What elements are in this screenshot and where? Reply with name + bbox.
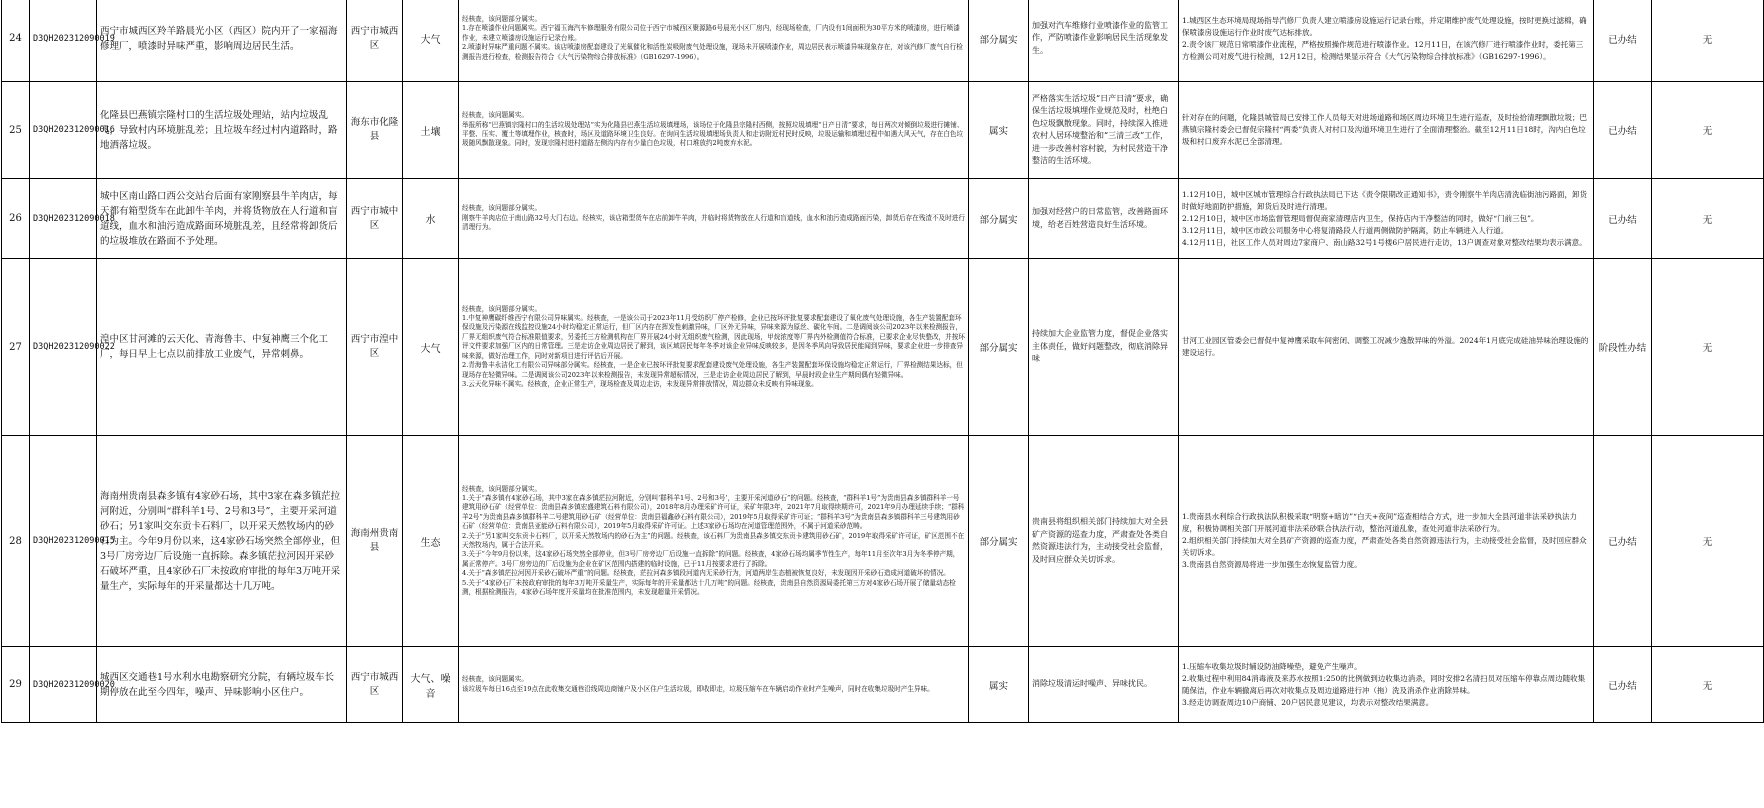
complaint-report-table: [1, 0, 1764, 723]
pollution-type: 水: [403, 179, 459, 259]
rectification-text: 甘河工业园区管委会已督促中复神鹰采取车间密闭、调整工况减少逸散异味的外溢。2024年1月底完成硅油异味治理设施的建设运行。: [1182, 336, 1589, 357]
verification-verdict: 部分属实: [969, 259, 1029, 436]
row-index: 27: [2, 259, 30, 436]
row-index: 28: [2, 436, 30, 647]
investigation-result-text: 经核查，该问题部分属实。 1.中复神鹰碳纤维西宁有限公司异味属实。经核查，一是该公司于2023年11月受纺织厂停产检修，企业已按环评批复要求配套建设了氧化废气处理设施，各生产装置配套环保设施及污染源在线监控设施24小时均稳定正常运行，但厂区内存在挥发性刺激异味，厂区外无异味，异味来源为原丝、碳化车间。二是调阅该公司2023年以来检测报告，厂界无组织废气符合标准限值要求，另委托三方检测机构在厂界开展24小时无组织废气检测，因此现场，甲烷浓度等厂界内外检测值符合标准，已要求企业尽快整改，并按环评文件要求加强厂区内的日常管理。三是走访企业周边居民了解到，该区域居民每年冬季对该企业异味反映较多，是因冬季风向导致居民能闻到异味，要求企业进一步排查异味来源，做好治理工作，同时对新项目进行评估后开展。 2.青海鲁丰永洁化工有限公司异味部分属实。经核查，一是企业已按环评批复要求配套建设废气处理设施，各生产装置配套环保设施均稳定正常运行，厂界检测结果达标，但现场存在轻微异味。二是调阅该公司2023年以来检测报告，未发现异常超标情况，三是走访企业周边居民了解到，早晨时段企业生产期间偶有轻微异味。 3.云天化异味不属实。经核查，企业正常生产，现场检查及周边走访，未发现异常排放情况，周边群众未反映有异味现象。: [462, 304, 965, 388]
accountability: 无: [1652, 0, 1764, 82]
pollution-type: 土壤: [403, 82, 459, 179]
rectification-status: [1179, 259, 1594, 436]
handling-measure: 贵南县将组织相关部门持续加大对全县矿产资源的巡查力度，严肃查处各类自然资源违法行为，主动接受社会监督，及时回应群众关切诉求。: [1029, 436, 1179, 647]
administrative-area: 海东市化隆县: [347, 82, 403, 179]
verification-verdict: 属实: [969, 647, 1029, 723]
handling-measure: 持续加大企业监管力度，督促企业落实主体责任，做好问题整改，彻底消除异味: [1029, 259, 1179, 436]
handling-measure: 加强对经营户的日常监管，改善路面环境，给老百姓营造良好生活环境。: [1029, 179, 1179, 259]
accountability: 无: [1652, 179, 1764, 259]
pollution-type: 生态: [403, 436, 459, 647]
table-row: [2, 259, 1764, 436]
complaint-description: 化隆县巴燕镇宗隆村口的生活垃圾处理站，站内垃圾乱飞，导致村内环境脏乱差；且垃圾车经过村内道路时，路地洒落垃圾。: [97, 82, 347, 179]
complaint-code: D3QH202312090022: [30, 259, 97, 436]
row-index: 29: [2, 647, 30, 723]
administrative-area: 西宁市湟中区: [347, 259, 403, 436]
administrative-area: 西宁市城西区: [347, 0, 403, 82]
investigation-result: [459, 436, 969, 647]
complaint-description: 城西区交通巷1号水利水电勘察研究分院，有辆垃圾车长期停放在此至今四年，噪声、异味影响小区住户。: [97, 647, 347, 723]
complaint-code: D3QH202312090015: [30, 436, 97, 647]
completion-status: 阶段性办结: [1594, 259, 1652, 436]
table-row: [2, 179, 1764, 259]
completion-status: 已办结: [1594, 647, 1652, 723]
pollution-type: 大气、噪音: [403, 647, 459, 723]
complaint-description: 海南州贵南县森多镇有4家砂石场，其中3家在森多镇茫拉河附近，分别叫“群科羊1号、2号和3号”，主要开采河道砂石；另1家叫交东贡卡石料厂，以开采天然牧场内的砂石为主。今年9月份以来，这4家砂石场突然全部停业，但3号厂房旁边厂后设施一直拆除。森多镇茫拉河因开采砂石破坏严重，且4家砂石厂未按政府审批的每年3万吨开采量生产，实际每年的开采量都达十几万吨。: [97, 436, 347, 647]
complaint-code: D3QH202312090020: [30, 647, 97, 723]
rectification-text: 针对存在的问题，化隆县城管局已安排工作人员每天对进场道路和场区周边环境卫生进行巡查，及时捡拾清理飘散垃圾；巴燕镇宗隆村委会已督促宗隆村“两委”负责人对村口及沟道环境卫生进行了全面清理整治。截至12月11日18时，沟内白色垃圾和村口废弃水泥已全部清理。: [1182, 113, 1587, 146]
investigation-result-text: 经核查，该问题部分属实。 刚察牛羊肉店位于南山路32号大门右边。经核实，该店箱型货车在店前卸牛羊肉，并临时将货物放在人行道和盲道线，血水和油污造成路面污染，卸货后存在残渣不及时进行清理行为。: [462, 204, 965, 232]
row-index: 26: [2, 179, 30, 259]
investigation-result: [459, 259, 969, 436]
rectification-text: 1.贵南县水利综合行政执法队积极采取“明察+暗访”“白天+夜间”巡查相结合方式，进一步加大全县河道非法采砂执法力度，积极协调相关部门开展河道非法采砂联合执法行动，整治河道乱象，查处河道非法采砂行为。 2.组织相关部门持续加大对全县矿产资源的巡查力度，严肃查处各类自然资源违法行为，主动接受社会监督，及时回应群众关切诉求。 3.贵南县自然资源局将进一步加强生态恢复监管力度。: [1182, 512, 1587, 569]
accountability: 无: [1652, 647, 1764, 723]
completion-status: 已办结: [1594, 436, 1652, 647]
accountability: 无: [1652, 259, 1764, 436]
complaint-code: D3QH202312090018: [30, 179, 97, 259]
investigation-result: [459, 179, 969, 259]
rectification-status: [1179, 647, 1594, 723]
investigation-result: [459, 82, 969, 179]
rectification-text: 1.城西区生态环境局现场指导汽修厂负责人建立喷漆房设施运行记录台账，并定期维护废气处理设施，按时更换过滤棉，确保喷漆房设施运行作业时废气达标排放。 2.责令该厂规范日常喷漆作业流程，严格按照操作规范进行喷漆作业。12月11日，在该汽修厂进行喷漆作业时，委托第三方检测公司对废气进行检测，12月12日，检测结果显示符合《大气污染物综合排放标准》（GB16297-1996）。: [1182, 15, 1587, 61]
investigation-result-text: 经核查，该问题部分属实。 1.存在喷漆作业问题属实。西宁福玉海汽车修理服务有限公司位于西宁市城西区聚源路6号晨光小区厂房内，经现场检查，厂内设有1间面积为30平方米的喷漆房，进行喷漆作业，未建立喷漆房设施运行记录台账。 2.喷漆时异味严重问题不属实。该店喷漆房配套建设了光氧催化和活性炭吸附废气处理设施，现场未开展喷漆作业，周边居民表示喷漆异味现象存在，对该汽修厂废气自行检测报告进行检查，检测报告符合《大气污染物综合排放标准》（GB16297-1996）。: [462, 14, 963, 61]
pollution-type: 大气: [403, 0, 459, 82]
verification-verdict: 部分属实: [969, 436, 1029, 647]
completion-status: 已办结: [1594, 0, 1652, 82]
rectification-text: 1.压缩车收集垃圾时辅设防油降噪垫，避免产生噪声。 2.收集过程中利用84消毒液及来苏水按照1:250的比例做到边收集边消杀，同时安排2名清扫员对压缩车停靠点周边随收集随保洁，作业车辆撤离后再次对收集点及周边道路进行冲（拖）洗及消杀作业消除异味。 3.经走访调查周边10户商铺、20户居民意见建议，均表示对整改结果满意。: [1182, 661, 1586, 707]
verification-verdict: 属实: [969, 82, 1029, 179]
rectification-text: 1.12月10日，城中区城市管理综合行政执法局已下达《责令限期改正通知书》，责令刚察牛羊肉店清洗临街油污路面，卸货时做好地面防护措施，卸货后及时进行清理。 2.12月10日，城中区市场监督管理局督促商家清理店内卫生，保持店内干净整洁的同时，做好“门前三包”。 3.12月11日，城中区市政公司服务中心将复清路段人行道两侧做防护隔离，防止车辆进入人行道。 4.12月11日，社区工作人员对周边7家商户、南山路32号1号楼6户居民进行走访，13户调查对象对整改结果均表示满意。: [1182, 189, 1587, 247]
accountability: 无: [1652, 436, 1764, 647]
table-row: [2, 647, 1764, 723]
row-index: 24: [2, 0, 30, 82]
table-row: [2, 82, 1764, 179]
administrative-area: 西宁市城中区: [347, 179, 403, 259]
rectification-status: [1179, 82, 1594, 179]
investigation-result: [459, 0, 969, 82]
handling-measure: 消除垃圾清运时噪声、异味扰民。: [1029, 647, 1179, 723]
rectification-status: [1179, 0, 1594, 82]
complaint-description: 西宁市城西区羚羊路晨光小区（西区）院内开了一家福海修理厂，喷漆时异味严重，影响周边居民生活。: [97, 0, 347, 82]
complaint-code: D3QH202312090019: [30, 0, 97, 82]
completion-status: 已办结: [1594, 82, 1652, 179]
administrative-area: 西宁市城西区: [347, 647, 403, 723]
handling-measure: 严格落实生活垃圾“日产日清”要求，确保生活垃圾填埋作业规范及时，杜绝白色垃圾飘散现象。同时，持续深入推进农村人居环境整治和“三清三改”工作，进一步改善村容村貌，为村民营造干净整洁的生活环境。: [1029, 82, 1179, 179]
table-row: [2, 0, 1764, 82]
investigation-result-text: 经核查，该问题属实。 该垃圾车每日16点至19点在此收集交通巷沿线周边商铺户及小区住户生活垃圾，即收即走，垃圾压缩车在车辆启动作业时产生噪声，同时在收集垃圾时产生异味。: [462, 675, 934, 693]
pollution-type: 大气: [403, 259, 459, 436]
investigation-result-text: 经核查，该问题属实。 举报所称“巴燕镇宗隆村口的生活垃圾处理站”实为化隆县巴燕生活垃圾填埋场，该场位于化隆县宗隆村西侧，按照垃圾填埋“日产日清”要求，每日两次对倾倒垃圾进行摊铺、平整、压实、覆土等填埋作业，核查时，场区及道路环境卫生良好。在询问生活垃圾填埋场负责人和走访附近村民时反映，垃圾运输和填埋过程中如遇大风天气，存在白色垃圾随风飘散现象。同时，发现宗隆村进村道路左侧沟内存有少量白色垃圾，村口堆放约2吨废弃水泥。: [462, 111, 964, 148]
verification-verdict: 部分属实: [969, 179, 1029, 259]
investigation-result-text: 经核查，该问题部分属实。 1.关于“森多镇有4家砂石场，其中3家在森多镇茫拉河附近，分别叫‘群科羊1号、2号和3号’，主要开采河道砂石”的问题。经核查，“群科羊1号”为贵南县森多镇群科羊一号建筑用砂石矿（经营单位：贵南县森多镇宏盛建筑石料有限公司），2018年8月办理采矿许可证，采矿年限3年，2021年7月取得续期许可，2021年9月办理延续手续；“群科羊2号”为贵南县森多镇群科羊二号建筑用砂石矿（经营单位：贵南县福鑫砂石料有限公司），2019年5月取得采矿许可证；“群科羊3号”为贵南县森多镇群科羊三号建筑用砂石矿（经营单位：贵南县亚能砂石料有限公司），2019年5月取得采矿许可证。上述3家砂石场均在河道管理范围外，不属于河道采砂范畴。 2.关于“另1家叫交东贡卡石料厂，以开采天然牧场内的砂石为主”的问题。经核查，该石料厂为贵南县森多镇交东贡卡建筑用砂石矿，2019年取得采矿许可证，矿区范围不在天然牧场内，属于合法开采。 3.关于“今年9月份以来，这4家砂石场突然全部停业，但3号厂房旁边厂后设施一直拆除”的问题。经核查，4家砂石场均属季节性生产，每年11月至次年3月为冬季停产期，属正常停产。3号厂房旁边的厂后设施为企业在矿区范围内搭建的临时设施，已于11月按要求进行了拆除。 4.关于“森多镇茫拉河因开采砂石破坏严重”的问题。经核查，茫拉河森多镇段河道内无采砂行为，河道两岸生态植被恢复良好，未发现因开采砂石造成河道破坏的情况。 5.关于“4家砂石厂未按政府审批的每年3万吨开采量生产，实际每年的开采量都达十几万吨”的问题。经核查，贵南县自然资源局委托第三方对4家砂石场开展了储量动态检测，根据检测报告，4家砂石场年度开采量均在批准范围内，未发现超量开采情况。: [462, 484, 965, 597]
rectification-status: [1179, 436, 1594, 647]
investigation-result: [459, 647, 969, 723]
accountability: 无: [1652, 82, 1764, 179]
completion-status: 已办结: [1594, 179, 1652, 259]
rectification-status: [1179, 179, 1594, 259]
row-index: 25: [2, 82, 30, 179]
handling-measure: 加强对汽车维修行业喷漆作业的监管工作，严防喷漆作业影响居民生活现象发生。: [1029, 0, 1179, 82]
complaint-description: 湟中区甘河滩的云天化、青海鲁丰、中复神鹰三个化工厂，每日早上七点以前排放工业废气，异常刺鼻。: [97, 259, 347, 436]
complaint-description: 城中区南山路口西公交站台后面有家刚察县牛羊肉店，每天都有箱型货车在此卸牛羊肉，并将货物放在人行道和盲道线，血水和油污造成路面环境脏乱差，且经常将卸货后的垃圾堆放在路面不予处理。: [97, 179, 347, 259]
complaint-code: D3QH202312090016: [30, 82, 97, 179]
table-row: [2, 436, 1764, 647]
verification-verdict: 部分属实: [969, 0, 1029, 82]
administrative-area: 海南州贵南县: [347, 436, 403, 647]
